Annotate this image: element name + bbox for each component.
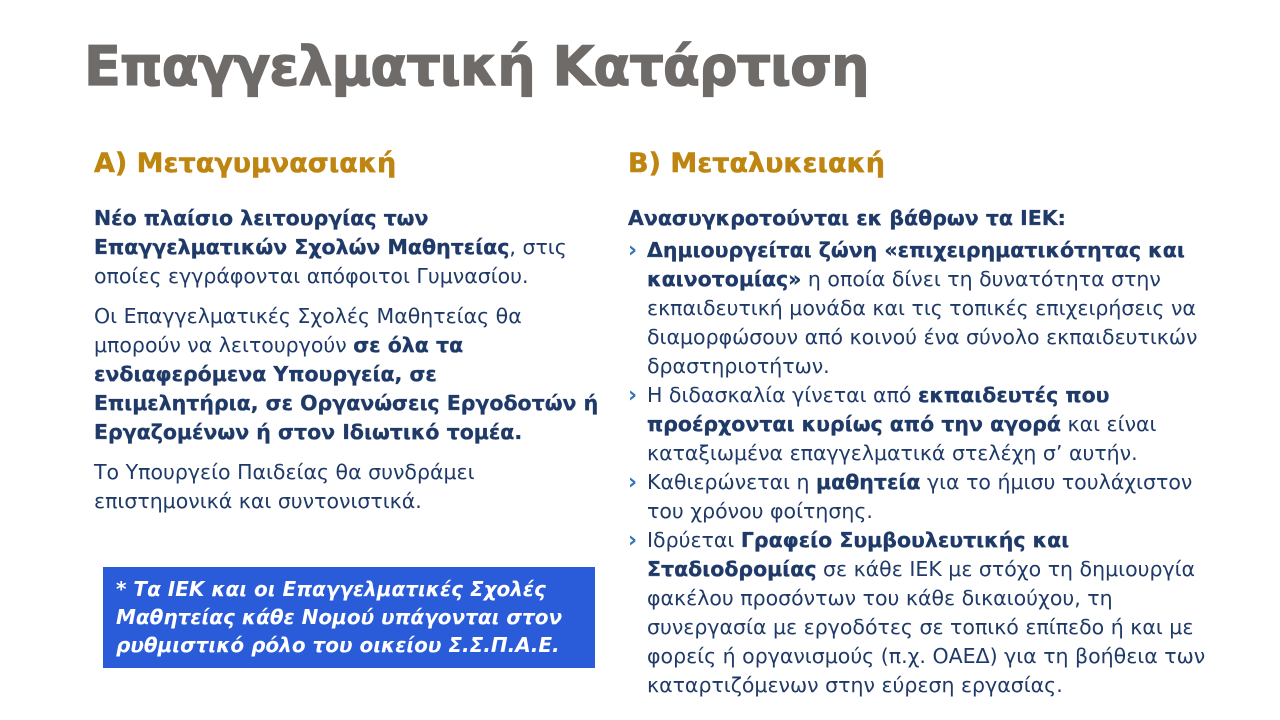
chevron-bullet-icon: › bbox=[628, 470, 638, 495]
bullet-run-bold: Γραφείο Συμβουλευτικής και Σταδιοδρομίας bbox=[647, 528, 1070, 581]
chevron-bullet-icon: › bbox=[628, 383, 638, 408]
bullet-item-trainers bbox=[628, 381, 1224, 468]
bullet-run: Καθιερώνεται η bbox=[647, 470, 817, 494]
bullet-run: σε κάθε ΙΕΚ με στόχο τη δημιουργία φακέλου προσόντων του κάθε δικαιούχου, τη συνεργασία με εργοδότες σε τοπικό επίπεδο ή και με φορείς ή οργανισμούς (π.χ. ΟΑΕΔ) για τη βοήθεια των καταρτιζόμενων στην εύρεση εργασίας. bbox=[647, 557, 1206, 697]
bullet-run: η οποία δίνει τη δυνατότητα στην εκπαιδευτική μονάδα και τις τοπικές επιχειρήσεις να διαμορφώσουν από κοινού ένα σύνολο εκπαιδευτικών δραστηριοτήτων. bbox=[647, 267, 1198, 378]
bullet-run-bold: εκπαιδευτές που προέρχονται κυρίως από την αγορά bbox=[647, 383, 1110, 436]
bullet-item-innovation-zone bbox=[628, 236, 1224, 381]
bullet-item-career-office bbox=[628, 526, 1224, 700]
bullet-run: για το ήμισυ τουλάχιστον του χρόνου φοίτησης. bbox=[647, 470, 1193, 523]
bullet-run: Η διδασκαλία γίνεται από bbox=[647, 383, 918, 407]
chevron-bullet-icon: › bbox=[628, 238, 638, 263]
paragraph-new-framework bbox=[94, 204, 599, 291]
slide-title: Επαγγελματική Κατάρτιση bbox=[84, 35, 869, 98]
bullet-run: Ιδρύεται bbox=[647, 528, 741, 552]
chevron-bullet-icon: › bbox=[628, 528, 638, 553]
column-postlyceum bbox=[628, 148, 1224, 700]
heading-b: Β) Μεταλυκειακή bbox=[628, 148, 886, 179]
bullet-run-bold: Δημιουργείται ζώνη «επιχειρηματικότητας και καινοτομίας» bbox=[647, 238, 1185, 291]
note-box: * Τα ΙΕΚ και οι Επαγγελματικές Σχολές Μαθητείας κάθε Νομού υπάγονται στον ρυθμιστικό ρόλο του οικείου Σ.Σ.Π.Α.Ε. bbox=[103, 567, 595, 668]
paragraph-run: Οι Επαγγελματικές Σχολές Μαθητείας θα μπορούν να λειτουργούν bbox=[94, 304, 522, 357]
paragraph-ministry-support: Το Υπουργείο Παιδείας θα συνδράμει επιστημονικά και συντονιστικά. bbox=[94, 460, 475, 513]
paragraph-run: , στις οποίες εγγράφονται απόφοιτοι Γυμνασίου. bbox=[94, 235, 567, 288]
heading-a: Α) Μεταγυμνασιακή bbox=[94, 148, 397, 179]
bullet-item-apprenticeship bbox=[628, 468, 1224, 526]
bullet-run: και είναι καταξιωμένα επαγγελματικά στελέχη σ’ αυτήν. bbox=[647, 412, 1157, 465]
lead-line-iek: Ανασυγκροτούνται εκ βάθρων τα ΙΕΚ: bbox=[628, 206, 1066, 230]
bullet-run-bold: μαθητεία bbox=[816, 470, 921, 494]
paragraph-run-bold: σε όλα τα ενδιαφερόμενα Υπουργεία, σε Επιμελητήρια, σε Οργανώσεις Εργοδοτών ή Εργαζομένων ή στον Ιδιωτικό τομέα. bbox=[94, 333, 599, 444]
paragraph-run-bold: Νέο πλαίσιο λειτουργίας των Επαγγελματικών Σχολών Μαθητείας bbox=[94, 206, 510, 259]
column-postgymnasium bbox=[94, 148, 599, 527]
paragraph-schools-operation bbox=[94, 302, 599, 447]
